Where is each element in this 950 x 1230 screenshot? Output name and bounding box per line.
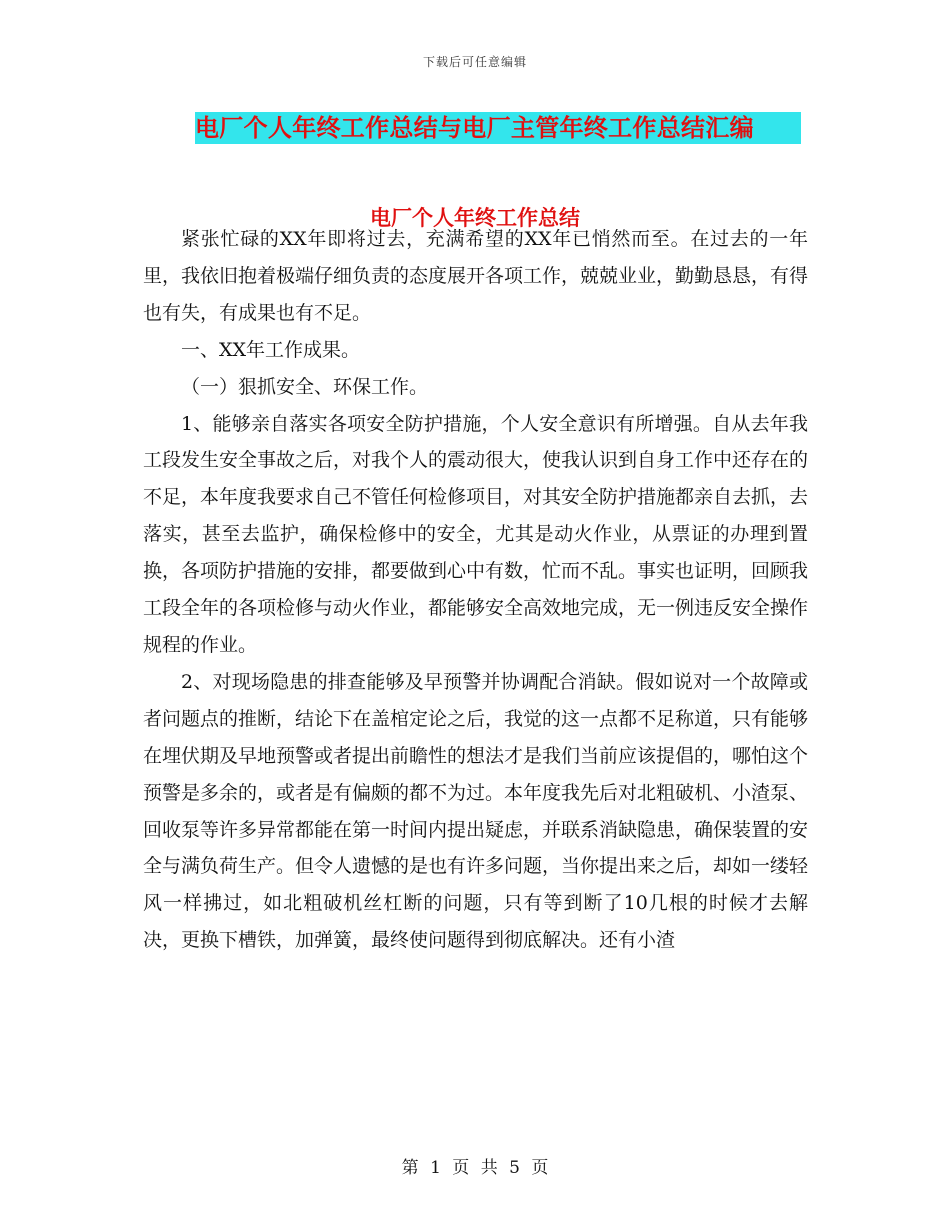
page-number-footer: 第 1 页 共 5 页 <box>401 1158 549 1178</box>
paragraph-subheading-1: （一）狠抓安全、环保工作。 <box>181 375 429 398</box>
paragraph-heading-1: 一、XX年工作成果。 <box>181 338 361 361</box>
page-header-note: 下载后可任意编辑 <box>422 55 527 69</box>
paragraph-item-1: 1、能够亲自落实各项安全防护措施，个人安全意识有所增强。自从去年我工段发生安全事故之后，对我个人的震动很大，使我认识到自身工作中还存在的不足，本年度我要求自己不管任何检修项目，对其安全防护措施都亲自去抓，去落实，甚至去监护，确保检修中的安全，尤其是动火作业，从票证的办理到置换，各项防护措施的安排，都要做到心中有数，忙而不乱。事实也证明，回顾我工段全年的各项检修与动火作业，都能够安全高效地完成，无一例违反安全操作规程的作业。 <box>143 412 809 656</box>
paragraph-item-2: 2、对现场隐患的排查能够及早预警并协调配合消缺。假如说对一个故障或者问题点的推断，结论下在盖棺定论之后，我觉的这一点都不足称道，只有能够在埋伏期及早地预警或者提出前瞻性的想法才是我们当前应该提倡的，哪怕这个预警是多余的，或者是有偏颇的都不为过。本年度我先后对北粗破机、小渣泵、回收泵等许多异常都能在第一时间内提出疑虑，并联系消缺隐患，确保装置的安全与满负荷生产。但令人遗憾的是也有许多问题，当你提出来之后，却如一缕轻风一样拂过，如北粗破机丝杠断的问题，只有等到断了10几根的时候才去解决，更换下槽铁，加弹簧，最终使问题得到彻底解决。还有小渣 <box>143 670 809 952</box>
paragraph-intro: 紧张忙碌的XX年即将过去，充满希望的XX年已悄然而至。在过去的一年里，我依旧抱着极端仔细负责的态度展开各项工作，兢兢业业，勤勤恳恳，有得也有失，有成果也有不足。 <box>143 228 809 324</box>
section-title: 电厂个人年终工作总结 <box>370 206 580 230</box>
document-main-title: 电厂个人年终工作总结与电厂主管年终工作总结汇编 <box>195 112 801 144</box>
document-body <box>143 221 808 959</box>
